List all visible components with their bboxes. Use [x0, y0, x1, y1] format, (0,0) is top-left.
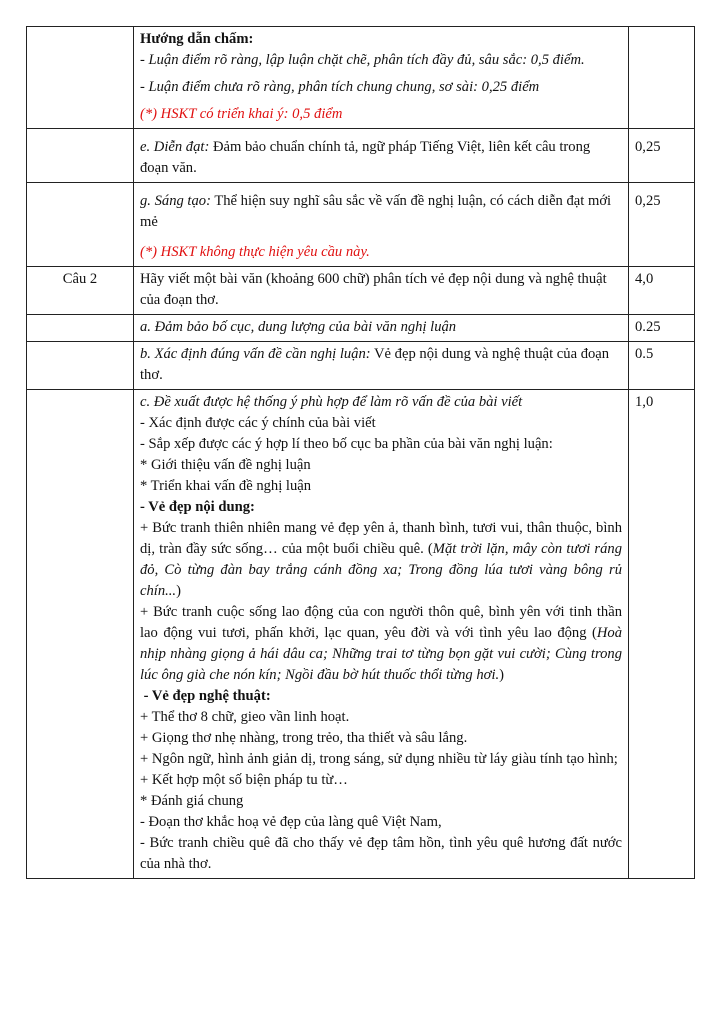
content-cell — [134, 390, 629, 879]
art-beauty-heading: - Vẻ đẹp nghệ thuật: — [140, 688, 271, 704]
score-value: 4,0 — [635, 271, 654, 287]
outline-text: + Bức tranh thiên nhiên mang vẻ đẹp yên ả, thanh bình, tươi vui, thân thuộc, bình dị, tràn đầy sức sống… của một buổi chiều quê. ( — [140, 520, 622, 557]
outline-line: * Triển khai vấn đề nghị luận — [140, 478, 312, 494]
content-cell — [134, 183, 629, 267]
table-row — [27, 27, 695, 129]
criterion-label: g. Sáng tạo: — [140, 193, 211, 209]
criterion-label: e. Diễn đạt: — [140, 139, 210, 155]
score-cell — [629, 390, 695, 879]
outline-line — [140, 518, 622, 602]
poem-quote: Hoà nhịp nhàng giọng ả hái dâu ca; Những trai tơ từng bọn gặt vui cười; Cùng trong lúc ông già che nón kín; Ngồi đầu bờ hút thuốc thổi từng hơi. — [140, 625, 622, 683]
content-cell — [134, 342, 629, 390]
score-value: 1,0 — [635, 394, 654, 410]
score-value: 0.25 — [635, 319, 661, 335]
outline-line: - Sắp xếp được các ý hợp lí theo bố cục ba phần của bài văn nghị luận: — [140, 436, 553, 452]
score-value: 0,25 — [635, 193, 661, 209]
outline-text: ) — [176, 583, 181, 599]
criterion-heading: c. Đề xuất được hệ thống ý phù hợp để làm rõ vấn đề của bài viết — [140, 394, 523, 410]
special-note: (*) HSKT có triển khai ý: 0,5 điểm — [140, 106, 343, 122]
table-row — [27, 183, 695, 267]
outline-line: + Giọng thơ nhẹ nhàng, trong trẻo, tha thiết và sâu lắng. — [140, 730, 468, 746]
outline-text: ) — [499, 667, 505, 683]
question-cell — [27, 27, 134, 129]
question-cell — [27, 315, 134, 342]
score-cell — [629, 183, 695, 267]
content-cell — [134, 267, 629, 315]
grading-line: - Luận điểm chưa rõ ràng, phân tích chung chung, sơ sài: 0,25 điểm — [140, 79, 540, 95]
outline-line: + Thể thơ 8 chữ, gieo vần linh hoạt. — [140, 709, 350, 725]
score-cell — [629, 129, 695, 183]
score-cell — [629, 267, 695, 315]
special-note: (*) HSKT không thực hiện yêu cầu này. — [140, 244, 370, 260]
outline-line: * Giới thiệu vấn đề nghị luận — [140, 457, 311, 473]
outline-line: - Đoạn thơ khắc hoạ vẻ đẹp của làng quê Việt Nam, — [140, 814, 442, 830]
outline-text: + Bức tranh cuộc sống lao động của con người thôn quê, bình yên với tinh thần lao động vui tươi, phấn khởi, lạc quan, yêu đời và với tình yêu lao động ( — [140, 604, 622, 641]
outline-line: + Ngôn ngữ, hình ảnh giản dị, trong sáng, sử dụng nhiều từ láy giàu tính tạo hình; — [140, 751, 618, 767]
table-row — [27, 315, 695, 342]
outline-line: * Đánh giá chung — [140, 793, 244, 809]
criterion-text: a. Đảm bảo bố cục, dung lượng của bài văn nghị luận — [140, 319, 457, 335]
content-cell — [134, 129, 629, 183]
poem-quote: Mặt trời lặn, mây còn tươi ráng đỏ, Cò từng đàn bay trắng cánh đồng xa; Trong đồng lúa tươi vàng bông rủ chín... — [140, 541, 622, 599]
question-cell — [27, 183, 134, 267]
grading-guide-heading: Hướng dẫn chấm: — [140, 31, 254, 47]
table-row — [27, 342, 695, 390]
criterion-label: b. Xác định đúng vấn đề cần nghị luận: — [140, 346, 371, 362]
question-label: Câu 2 — [62, 271, 98, 287]
question-cell — [27, 129, 134, 183]
score-cell — [629, 27, 695, 129]
score-cell — [629, 342, 695, 390]
table-row — [27, 390, 695, 879]
criterion-text: Thể hiện suy nghĩ sâu sắc về vấn đề nghị luận, có cách diễn đạt mới mẻ — [140, 193, 612, 230]
table-row — [27, 267, 695, 315]
question-prompt: Hãy viết một bài văn (khoảng 600 chữ) phân tích vẻ đẹp nội dung và nghệ thuật của đoạn thơ. — [140, 271, 607, 308]
outline-line: - Bức tranh chiều quê đã cho thấy vẻ đẹp tâm hồn, tình yêu quê hương đất nước của nhà thơ. — [140, 835, 622, 872]
question-cell — [27, 267, 134, 315]
content-cell — [134, 27, 629, 129]
content-cell — [134, 315, 629, 342]
outline-line: - Xác định được các ý chính của bài viết — [140, 415, 376, 431]
rubric-table — [26, 26, 695, 879]
table-row — [27, 129, 695, 183]
criterion-text: Đảm bảo chuẩn chính tả, ngữ pháp Tiếng Việt, liên kết câu trong đoạn văn. — [140, 139, 591, 176]
question-cell — [27, 390, 134, 879]
outline-line — [140, 602, 622, 686]
score-value: 0,25 — [635, 139, 661, 155]
content-beauty-heading: - Vẻ đẹp nội dung: — [140, 499, 255, 515]
question-cell — [27, 342, 134, 390]
outline-line: + Kết hợp một số biện pháp tu từ… — [140, 772, 348, 788]
criterion-text: Vẻ đẹp nội dung và nghệ thuật của đoạn thơ. — [140, 346, 610, 383]
grading-line: - Luận điểm rõ ràng, lập luận chặt chẽ, phân tích đầy đủ, sâu sắc: 0,5 điểm. — [140, 52, 585, 68]
score-cell — [629, 315, 695, 342]
score-value: 0.5 — [635, 346, 654, 362]
